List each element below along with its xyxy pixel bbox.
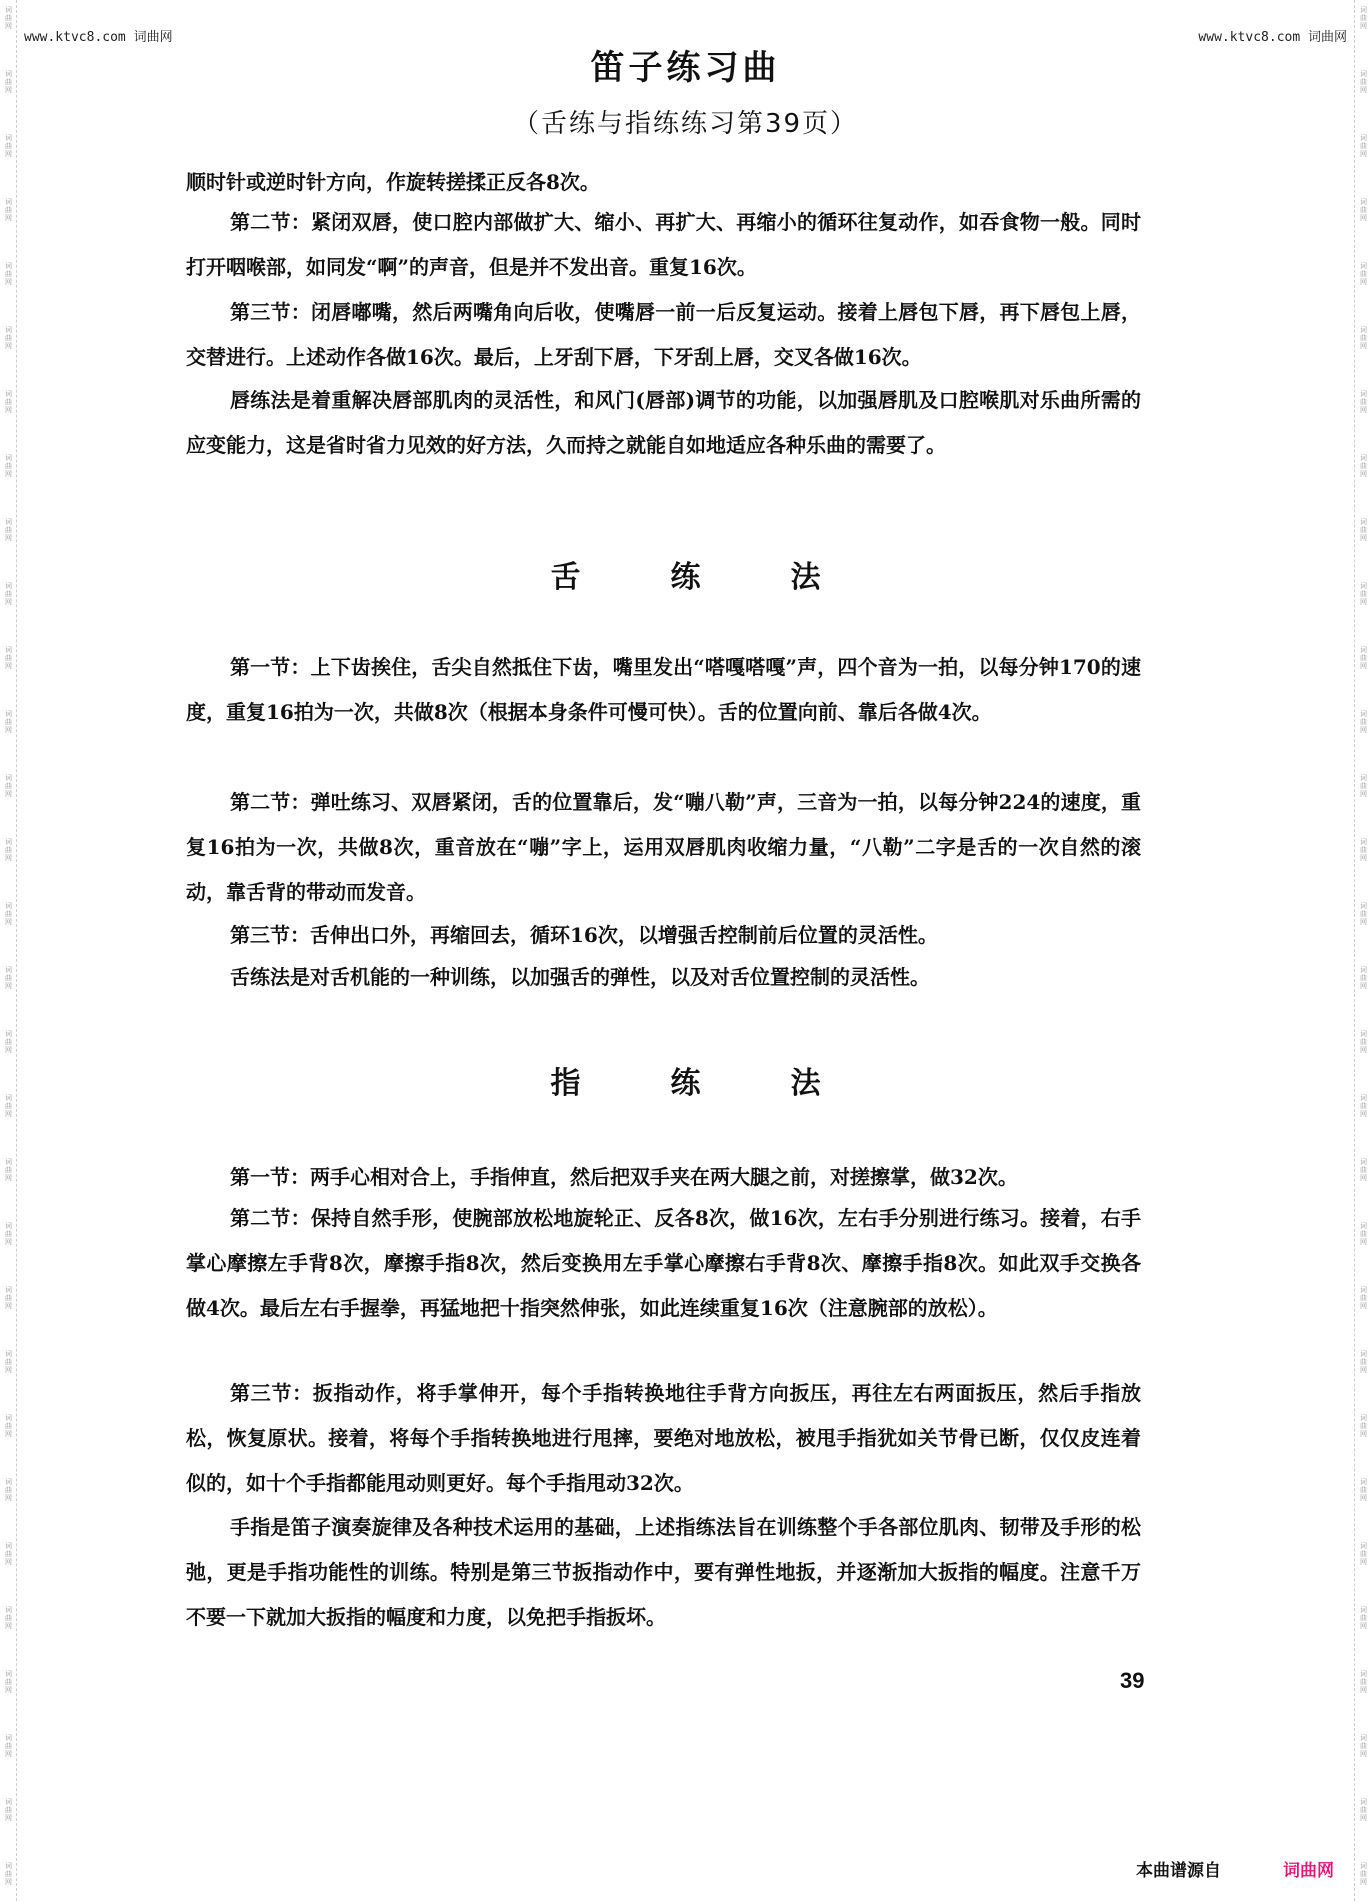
watermark-text: 词曲网: [1360, 966, 1367, 990]
watermark-text: 词曲网: [5, 262, 12, 286]
watermark-text: 词曲网: [1360, 1158, 1367, 1182]
watermark-text: 词曲网: [1360, 710, 1367, 734]
page-subtitle: （舌练与指练练习第39页）: [512, 109, 859, 139]
finger-paragraph-1: 第一节：两手心相对合上，手指伸直，然后把双手夹在两大腿之前，对搓擦掌，做32次。: [230, 1165, 1018, 1189]
right-watermark-strip: [1354, 0, 1371, 1901]
footer-source-text: 本曲谱源自: [1136, 1861, 1221, 1881]
finger-section-heading: 指练法: [550, 1066, 911, 1101]
header-site-right[interactable]: www.ktvc8.com 词曲网: [1198, 30, 1347, 45]
watermark-text: 词曲网: [5, 6, 12, 30]
watermark-text: 词曲网: [5, 1158, 12, 1182]
tongue-paragraph-4: 舌练法是对舌机能的一种训练，以加强舌的弹性，以及对舌位置控制的灵活性。: [230, 965, 930, 989]
left-watermark-strip: [0, 0, 17, 1901]
lip-paragraph-3: 第三节：闭唇嘟嘴，然后两嘴角向后收，使嘴唇一前一后反复运动。接着上唇包下唇，再下唇包上唇，交替进行。上述动作各做16次。最后，上牙刮下唇，下牙刮上唇，交叉各做16次。: [186, 300, 1141, 369]
watermark-text: 词曲网: [5, 710, 12, 734]
lip-paragraph-4: 唇练法是着重解决唇部肌肉的灵活性，和风门(唇部)调节的功能，以加强唇肌及口腔喉肌对乐曲所需的应变能力，这是省时省力见效的好方法，久而持之就能自如地适应各种乐曲的需要了。: [186, 388, 1141, 457]
watermark-text: 词曲网: [1360, 1094, 1367, 1118]
watermark-text: 词曲网: [1360, 1030, 1367, 1054]
watermark-text: 词曲网: [1360, 582, 1367, 606]
watermark-text: 词曲网: [5, 326, 12, 350]
watermark-text: 词曲网: [5, 1350, 12, 1374]
watermark-text: 词曲网: [5, 838, 12, 862]
watermark-text: 词曲网: [1360, 1350, 1367, 1374]
watermark-text: 词曲网: [1360, 518, 1367, 542]
watermark-text: 词曲网: [1360, 646, 1367, 670]
watermark-text: 词曲网: [5, 70, 12, 94]
watermark-text: 词曲网: [1360, 6, 1367, 30]
page-title: 笛子练习曲: [590, 48, 781, 88]
watermark-text: 词曲网: [1360, 198, 1367, 222]
watermark-text: 词曲网: [5, 1478, 12, 1502]
watermark-text: 词曲网: [1360, 1734, 1367, 1758]
watermark-text: 词曲网: [5, 390, 12, 414]
watermark-text: 词曲网: [5, 582, 12, 606]
watermark-text: 词曲网: [5, 1286, 12, 1310]
tongue-paragraph-2: 第二节：弹吐练习、双唇紧闭，舌的位置靠后，发“嘣八勒”声，三音为一拍，以每分钟224的速度，重复16拍为一次，共做8次，重音放在“嘣”字上，运用双唇肌肉收缩力量，“八勒”二字是舌的一次自然的滚动，靠舌背的带动而发音。: [186, 790, 1141, 904]
watermark-text: 词曲网: [1360, 262, 1367, 286]
watermark-text: 词曲网: [5, 1094, 12, 1118]
watermark-text: 词曲网: [1360, 1478, 1367, 1502]
watermark-text: 词曲网: [1360, 1414, 1367, 1438]
watermark-text: 词曲网: [1360, 390, 1367, 414]
watermark-text: 词曲网: [5, 1798, 12, 1822]
watermark-text: 词曲网: [1360, 326, 1367, 350]
finger-paragraph-3: 第三节：扳指动作，将手掌伸开，每个手指转换地往手背方向扳压，再往左右两面扳压，然后手指放松，恢复原状。接着，将每个手指转换地进行甩摔，要绝对地放松，被甩手指犹如关节骨已断，仅仅皮连着似的，如十个手指都能甩动则更好。每个手指甩动32次。: [186, 1381, 1141, 1495]
watermark-text: 词曲网: [1360, 134, 1367, 158]
watermark-text: 词曲网: [5, 774, 12, 798]
watermark-text: 词曲网: [1360, 1862, 1367, 1886]
watermark-text: 词曲网: [5, 1670, 12, 1694]
watermark-text: 词曲网: [5, 454, 12, 478]
watermark-text: 词曲网: [1360, 1286, 1367, 1310]
watermark-text: 词曲网: [5, 1542, 12, 1566]
watermark-text: 词曲网: [5, 1606, 12, 1630]
tongue-paragraph-1: 第一节：上下齿挨住，舌尖自然抵住下齿，嘴里发出“嗒嘎嗒嘎”声，四个音为一拍，以每分钟170的速度，重复16拍为一次，共做8次（根据本身条件可慢可快）。舌的位置向前、靠后各做4次。: [186, 655, 1141, 724]
watermark-text: 词曲网: [5, 1222, 12, 1246]
watermark-text: 词曲网: [1360, 1542, 1367, 1566]
watermark-text: 词曲网: [5, 1414, 12, 1438]
finger-paragraph-4: 手指是笛子演奏旋律及各种技术运用的基础，上述指练法旨在训练整个手各部位肌肉、韧带及手形的松弛，更是手指功能性的训练。特别是第三节扳指动作中，要有弹性地扳，并逐渐加大扳指的幅度。注意千万不要一下就加大扳指的幅度和力度，以免把手指扳坏。: [186, 1515, 1141, 1629]
watermark-text: 词曲网: [1360, 902, 1367, 926]
watermark-text: 词曲网: [1360, 1606, 1367, 1630]
watermark-text: 词曲网: [5, 966, 12, 990]
watermark-text: 词曲网: [5, 902, 12, 926]
watermark-text: 词曲网: [5, 1734, 12, 1758]
watermark-text: 词曲网: [1360, 1222, 1367, 1246]
lip-paragraph-2: 第二节：紧闭双唇，使口腔内部做扩大、缩小、再扩大、再缩小的循环往复动作，如吞食物一般。同时打开咽喉部，如同发“啊”的声音，但是并不发出音。重复16次。: [186, 210, 1141, 279]
footer-brand-link[interactable]: 词曲网: [1283, 1861, 1334, 1881]
watermark-text: 词曲网: [1360, 774, 1367, 798]
watermark-text: 词曲网: [1360, 454, 1367, 478]
watermark-text: 词曲网: [5, 1862, 12, 1886]
watermark-text: 词曲网: [5, 646, 12, 670]
page-number: 39: [1120, 1668, 1145, 1693]
header-site-left[interactable]: www.ktvc8.com 词曲网: [24, 30, 173, 45]
watermark-text: 词曲网: [1360, 70, 1367, 94]
lip-paragraph-1: 顺时针或逆时针方向，作旋转搓揉正反各8次。: [186, 170, 600, 194]
watermark-text: 词曲网: [1360, 838, 1367, 862]
tongue-paragraph-3: 第三节：舌伸出口外，再缩回去，循环16次，以增强舌控制前后位置的灵活性。: [230, 923, 938, 947]
tongue-section-heading: 舌练法: [550, 560, 911, 595]
watermark-text: 词曲网: [5, 198, 12, 222]
finger-paragraph-2: 第二节：保持自然手形，使腕部放松地旋轮正、反各8次，做16次，左右手分别进行练习。接着，右手掌心摩擦左手背8次，摩擦手指8次，然后变换用左手掌心摩擦右手背8次、摩擦手指8次。如此双手交换各做4次。最后左右手握拳，再猛地把十指突然伸张，如此连续重复16次（注意腕部的放松）。: [186, 1206, 1141, 1320]
watermark-text: 词曲网: [5, 518, 12, 542]
watermark-text: 词曲网: [5, 1030, 12, 1054]
watermark-text: 词曲网: [1360, 1798, 1367, 1822]
watermark-text: 词曲网: [1360, 1670, 1367, 1694]
watermark-text: 词曲网: [5, 134, 12, 158]
